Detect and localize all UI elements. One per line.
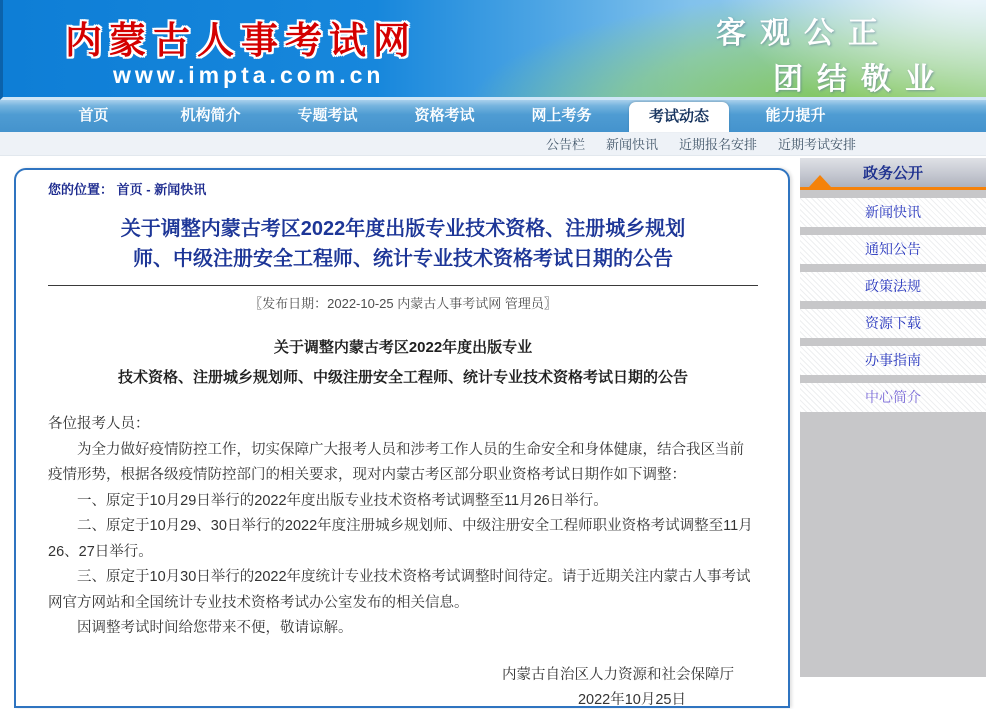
article-subtitle-line1: 关于调整内蒙古考区2022年度出版专业 xyxy=(273,339,533,356)
article-salutation: 各位报考人员： xyxy=(48,416,150,432)
orange-triangle-icon xyxy=(809,175,831,187)
subnav-item-news[interactable]: 新闻快讯 xyxy=(606,137,659,152)
main-nav xyxy=(0,100,986,132)
sidebar-item-news[interactable]: 新闻快讯 xyxy=(800,198,986,227)
subnav-item-exam-schedule[interactable]: 近期考试安排 xyxy=(778,137,857,152)
article-subtitle-line2: 技术资格、注册城乡规划师、中级注册安全工程师、统计专业技术资格考试日期的公告 xyxy=(117,369,688,386)
nav-item-qualification-exams[interactable]: 资格考试 xyxy=(414,107,475,124)
sidebar-item-policies[interactable]: 政策法规 xyxy=(800,272,986,301)
article-meta: 〖发布日期：2022-10-25 内蒙古人事考试网 管理员〗 xyxy=(249,296,557,311)
nav-item-about[interactable]: 机构简介 xyxy=(180,107,241,124)
nav-item-special-exams[interactable]: 专题考试 xyxy=(297,107,358,124)
breadcrumb-prefix: 您的位置： xyxy=(48,182,114,197)
nav-item-ability[interactable]: 能力提升 xyxy=(765,107,826,124)
article-paragraph: 为全力做好疫情防控工作，切实保障广大报考人员和涉考工作人员的生命安全和身体健康，结合我区当前疫情形势，根据各级疫情防控部门的相关要求，现对内蒙古考区部分职业资格考试日期作如下调整： xyxy=(48,441,744,483)
nav-item-home[interactable]: 首页 xyxy=(78,107,109,124)
article-title-line1: 关于调整内蒙古考区2022年度出版专业技术资格、注册城乡规划 xyxy=(120,218,686,240)
sidebar-item-center-intro[interactable]: 中心简介 xyxy=(800,383,986,412)
article-body xyxy=(48,412,758,642)
breadcrumb-path[interactable]: 首页 - 新闻快讯 xyxy=(116,182,207,197)
sidebar-government-affairs xyxy=(800,158,986,677)
title-divider xyxy=(48,285,758,286)
slogan-line-2: 团结敬业 xyxy=(773,63,949,96)
article-title xyxy=(48,214,758,274)
article-signature: 内蒙古自治区人力资源和社会保障厅 xyxy=(502,666,734,683)
subnav-item-bulletin[interactable]: 公告栏 xyxy=(546,137,586,152)
article-title-line2: 师、中级注册安全工程师、统计专业技术资格考试日期的公告 xyxy=(133,248,673,270)
nav-item-exam-news-active[interactable]: 考试动态 xyxy=(629,102,729,132)
sidebar-item-service-guide[interactable]: 办事指南 xyxy=(800,346,986,375)
sidebar-header xyxy=(800,158,986,190)
article-paragraph: 二、原定于10月29、30日举行的2022年度注册城乡规划师、中级注册安全工程师职业资格考试调整至11月26、27日举行。 xyxy=(48,518,753,560)
site-header xyxy=(0,0,986,100)
article-paragraph: 三、原定于10月30日举行的2022年度统计专业技术资格考试调整时间待定。请于近期关注内蒙古人事考试网官方网站和全国统计专业技术资格考试办公室发布的相关信息。 xyxy=(48,569,751,611)
article-subtitle xyxy=(48,333,758,393)
breadcrumb xyxy=(48,179,758,198)
sidebar-item-downloads[interactable]: 资源下载 xyxy=(800,309,986,338)
article-paragraph: 一、原定于10月29日举行的2022年度出版专业技术资格考试调整至11月26日举行。 xyxy=(77,492,608,509)
site-logo[interactable]: 内蒙古人事考试网 xyxy=(65,20,417,61)
sidebar-title: 政务公开 xyxy=(862,165,923,182)
article-date: 2022年10月25日 xyxy=(577,691,686,708)
site-url: www.impta.com.cn xyxy=(113,62,385,88)
slogan-line-1: 客观公正 xyxy=(716,17,892,50)
sub-nav xyxy=(0,132,986,156)
main-area xyxy=(0,157,986,708)
sidebar-item-notices[interactable]: 通知公告 xyxy=(800,235,986,264)
article-paragraph: 因调整考试时间给您带来不便，敬请谅解。 xyxy=(77,620,353,636)
article-panel xyxy=(14,168,790,708)
subnav-item-registration-schedule[interactable]: 近期报名安排 xyxy=(679,137,758,152)
nav-item-online-services[interactable]: 网上考务 xyxy=(531,107,592,124)
